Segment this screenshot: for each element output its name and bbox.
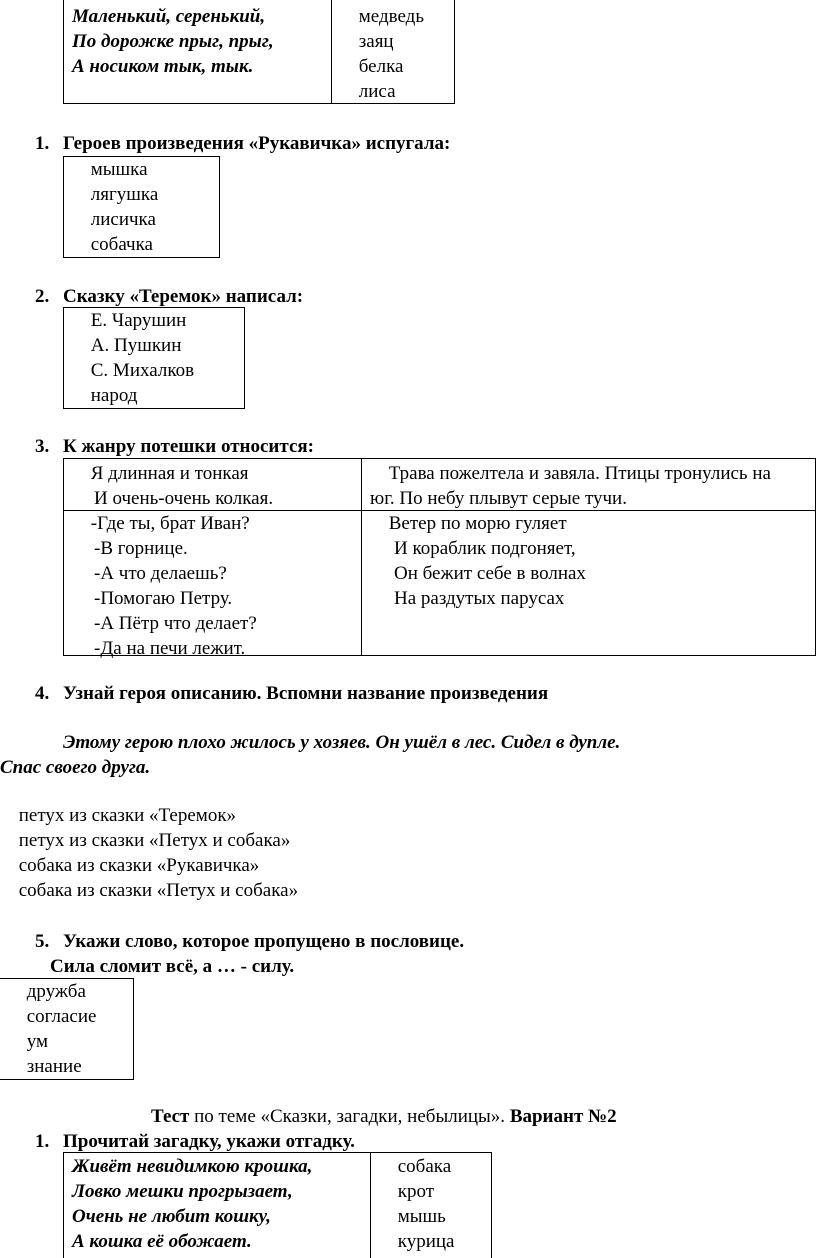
option-label: лиса (358, 81, 396, 102)
option-item[interactable] (72, 157, 158, 182)
option-label: дружба (26, 981, 86, 1002)
option-label: ум (26, 1031, 49, 1052)
option-item[interactable] (379, 1229, 454, 1254)
question-2-options (72, 308, 194, 408)
option-label: петух из сказки «Теремок» (18, 805, 237, 826)
question-4-number: 4. (35, 683, 50, 704)
question-4-options (0, 803, 298, 903)
option-label: собака (397, 1156, 452, 1177)
cell-line: -А что делаешь? (94, 563, 227, 584)
option-item[interactable] (379, 1154, 454, 1179)
question-3-title: К жанру потешки относится: (63, 436, 314, 457)
option-label: медведь (358, 6, 424, 27)
riddle-line: Маленький, серенький, (72, 6, 266, 27)
variant-2-question-1-title: Прочитай загадку, укажи отгадку. (63, 1131, 355, 1152)
option-item[interactable] (0, 853, 298, 878)
option-label: мышь (397, 1206, 446, 1227)
cell-line: -Где ты, брат Иван? (90, 513, 250, 534)
question-5-options (8, 979, 96, 1079)
option-item[interactable] (0, 828, 298, 853)
question-1-title: Героев произведения «Рукавичка» испугала: (63, 133, 451, 154)
option-label: заяц (358, 31, 394, 52)
cell-line: Ветер по морю гуляет (388, 513, 567, 534)
option-label: петух из сказки «Петух и собака» (18, 830, 291, 851)
option-item[interactable] (8, 979, 96, 1004)
riddle-line: А кошка её обожает. (72, 1231, 252, 1252)
option-label: собака из сказки «Петух и собака» (18, 880, 299, 901)
option-label: собачка (90, 234, 153, 255)
option-label: лисичка (90, 209, 156, 230)
question-1-number: 1. (35, 133, 50, 154)
riddle-line: Очень не любит кошку, (72, 1206, 271, 1227)
variant-2-table-divider (370, 1152, 371, 1258)
option-medved[interactable] (340, 4, 424, 29)
cell-line: -В горнице. (94, 538, 188, 559)
cell-line: На раздутых парусах (394, 588, 565, 609)
riddle-line: Живёт невидимкою крошка, (72, 1156, 313, 1177)
option-label: собака из сказки «Рукавичка» (18, 855, 260, 876)
intro-options (340, 4, 424, 104)
option-item[interactable] (0, 878, 298, 903)
option-item[interactable] (8, 1054, 96, 1079)
cell-line: Трава пожелтела и завяла. Птицы тронулись на (388, 463, 771, 484)
option-label: знание (26, 1056, 82, 1077)
question-4-description-1: Этому герою плохо жилось у хозяев. Он ушёл в лес. Сидел в дупле. (63, 732, 621, 753)
question-3-cell-c[interactable] (72, 511, 257, 661)
option-label: белка (358, 56, 404, 77)
riddle-line: А носиком тык, тык. (72, 56, 254, 77)
option-item[interactable] (379, 1204, 454, 1229)
option-belka[interactable] (340, 54, 424, 79)
cell-line: -Да на печи лежит. (94, 638, 246, 659)
option-item[interactable] (379, 1179, 454, 1204)
option-label: народ (90, 385, 138, 406)
heading-topic: по теме «Сказки, загадки, небылицы». (189, 1106, 510, 1127)
option-item[interactable] (72, 232, 158, 257)
heading-variant-label: Вариант №2 (509, 1106, 617, 1127)
intro-table-divider (331, 0, 332, 104)
option-zayats[interactable] (340, 29, 424, 54)
option-item[interactable] (8, 1004, 96, 1029)
option-label: А. Пушкин (90, 335, 182, 356)
riddle-line: По дорожке прыг, прыг, (72, 31, 274, 52)
variant-2-question-1-number: 1. (35, 1131, 50, 1152)
question-2-title: Сказку «Теремок» написал: (63, 286, 304, 307)
cell-line: И очень-очень колкая. (94, 488, 274, 509)
variant-2-riddle-text (72, 1154, 312, 1254)
question-1-options (72, 157, 158, 257)
cell-line: юг. По небу плывут серые тучи. (370, 488, 627, 509)
option-item[interactable] (72, 383, 194, 408)
option-label: курица (397, 1231, 455, 1252)
option-item[interactable] (72, 207, 158, 232)
question-3-table-divider-v (361, 458, 362, 656)
question-5-number: 5. (35, 931, 50, 952)
cell-line: -А Пётр что делает? (94, 613, 257, 634)
heading-test-label: Тест (151, 1106, 190, 1127)
option-label: крот (397, 1181, 435, 1202)
question-4-title: Узнай героя описанию. Вспомни название произведения (63, 683, 549, 704)
question-2-number: 2. (35, 286, 50, 307)
option-label: Е. Чарушин (90, 310, 187, 331)
option-lisa[interactable] (340, 79, 424, 104)
option-label: мышка (90, 159, 148, 180)
question-5-proverb: Сила сломит всё, а … - силу. (50, 956, 295, 977)
cell-line: И кораблик подгоняет, (394, 538, 576, 559)
option-item[interactable] (72, 308, 194, 333)
option-label: согласие (26, 1006, 97, 1027)
question-3-cell-d[interactable] (370, 511, 586, 611)
option-item[interactable] (0, 803, 298, 828)
variant-2-heading (151, 1104, 617, 1129)
cell-line: Он бежит себе в волнах (394, 563, 586, 584)
question-4-description-2: Спас своего друга. (0, 757, 151, 778)
option-label: С. Михалков (90, 360, 195, 381)
variant-2-options (379, 1154, 454, 1254)
question-5-title: Укажи слово, которое пропущено в пословице. (63, 931, 465, 952)
question-3-number: 3. (35, 436, 50, 457)
cell-line: -Помогаю Петру. (94, 588, 233, 609)
option-label: лягушка (90, 184, 159, 205)
option-item[interactable] (72, 333, 194, 358)
riddle-line: Ловко мешки прогрызает, (72, 1181, 293, 1202)
intro-riddle-text (72, 4, 274, 79)
option-item[interactable] (72, 182, 158, 207)
cell-line: Я длинная и тонкая (90, 463, 249, 484)
question-3-cell-a[interactable] (72, 461, 273, 511)
question-3-cell-b[interactable] (370, 461, 771, 511)
option-item[interactable] (8, 1029, 96, 1054)
option-item[interactable] (72, 358, 194, 383)
